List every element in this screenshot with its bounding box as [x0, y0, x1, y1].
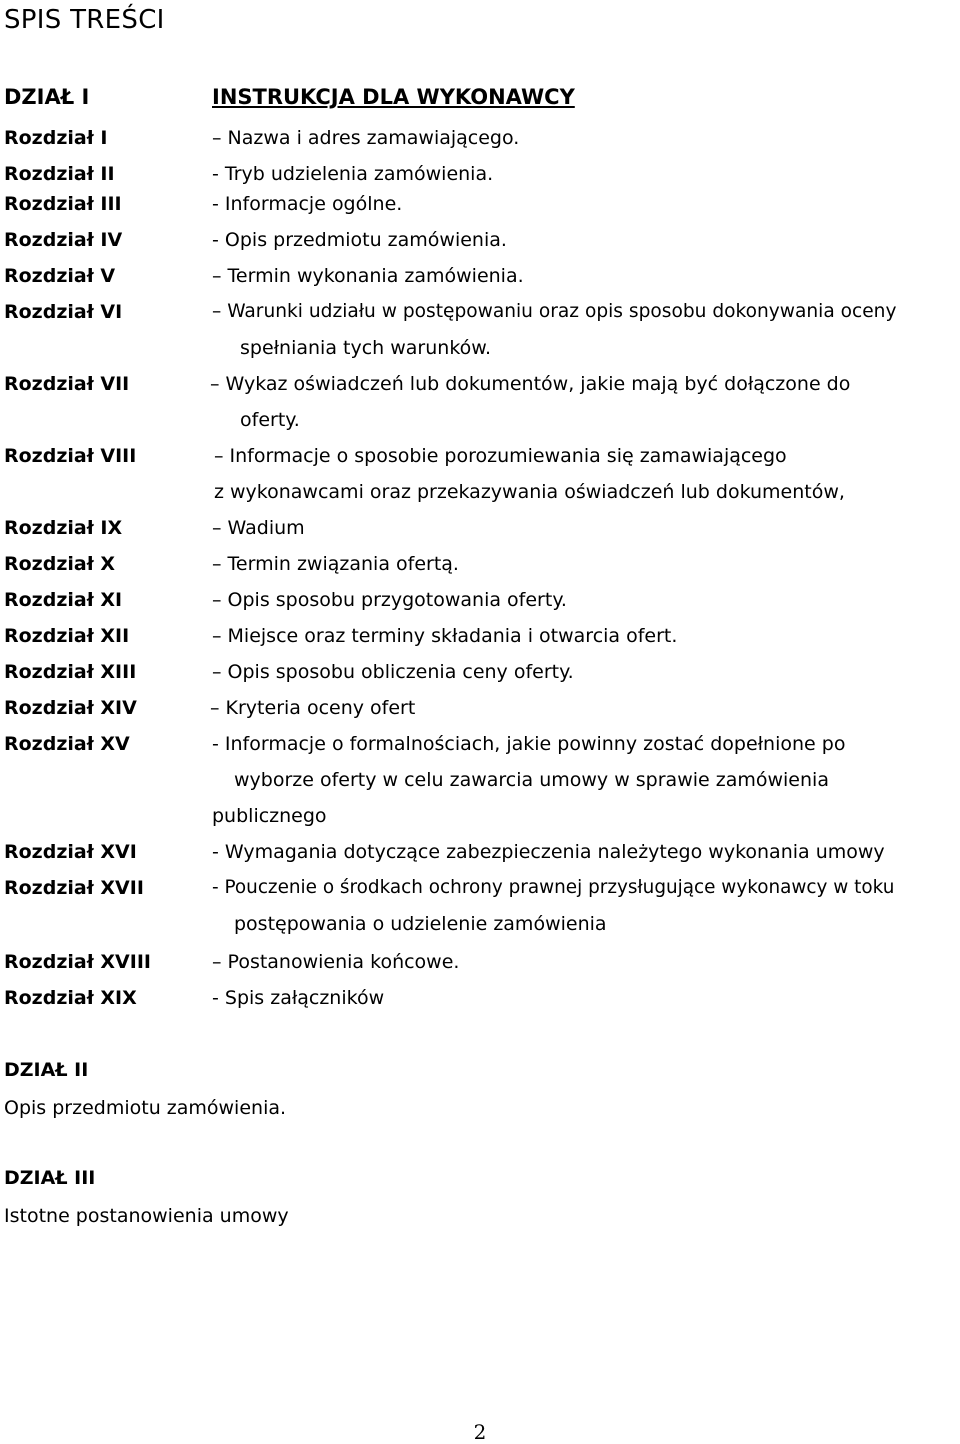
page-number: 2 [473, 1420, 487, 1444]
chapter-15-title-cont: wyborze oferty w celu zawarcia umowy w sprawie zamówienia [234, 769, 829, 791]
chapter-19-label: Rozdział XIX [4, 987, 137, 1009]
dzial-1-heading: INSTRUKCJA DLA WYKONAWCY [212, 85, 575, 109]
chapter-8-title: – Informacje o sposobie porozumiewania się zamawiającego [214, 445, 787, 467]
chapter-18-label: Rozdział XVIII [4, 951, 151, 973]
chapter-1-label: Rozdział I [4, 127, 108, 149]
chapter-5-label: Rozdział V [4, 265, 116, 287]
page-title: SPIS TREŚCI [4, 5, 165, 35]
dzial-3-label: DZIAŁ III [4, 1167, 96, 1189]
chapter-12-label: Rozdział XII [4, 625, 130, 647]
chapter-6-label: Rozdział VI [4, 301, 123, 323]
chapter-8-title-cont: z wykonawcami oraz przekazywania oświadczeń lub dokumentów, [214, 481, 845, 503]
chapter-6-title-cont: spełniania tych warunków. [240, 337, 492, 359]
chapter-13-label: Rozdział XIII [4, 661, 137, 683]
chapter-2-title: - Tryb udzielenia zamówienia. [212, 163, 494, 185]
chapter-7-title: – Wykaz oświadczeń lub dokumentów, jakie mają być dołączone do [210, 373, 851, 395]
chapter-15-title: - Informacje o formalnościach, jakie powinny zostać dopełnione po [212, 733, 846, 755]
chapter-19-title: - Spis załączników [212, 987, 385, 1009]
chapter-2-label: Rozdział II [4, 163, 115, 185]
chapter-9-title: – Wadium [212, 517, 305, 539]
chapter-8-label: Rozdział VIII [4, 445, 137, 467]
dzial-2-label: DZIAŁ II [4, 1059, 89, 1081]
chapter-4-title: - Opis przedmiotu zamówienia. [212, 229, 507, 251]
chapter-17-title: - Pouczenie o środkach ochrony prawnej przysługujące wykonawcy w toku [212, 877, 895, 898]
dzial-3-description: Istotne postanowienia umowy [4, 1205, 289, 1227]
chapter-17-title-cont: postępowania o udzielenie zamówienia [234, 913, 607, 935]
chapter-9-label: Rozdział IX [4, 517, 123, 539]
chapter-7-label: Rozdział VII [4, 373, 130, 395]
chapter-11-label: Rozdział XI [4, 589, 123, 611]
chapter-3-title: - Informacje ogólne. [212, 193, 403, 215]
chapter-6-title: – Warunki udziału w postępowaniu oraz opis sposobu dokonywania oceny [212, 301, 897, 322]
dzial-2-description: Opis przedmiotu zamówienia. [4, 1097, 287, 1119]
chapter-13-title: – Opis sposobu obliczenia ceny oferty. [212, 661, 574, 683]
chapter-10-title: – Termin związania ofertą. [212, 553, 459, 575]
chapter-5-title: – Termin wykonania zamówienia. [212, 265, 524, 287]
chapter-4-label: Rozdział IV [4, 229, 123, 251]
chapter-14-label: Rozdział XIV [4, 697, 137, 719]
chapter-16-title: - Wymagania dotyczące zabezpieczenia należytego wykonania umowy [212, 841, 885, 863]
chapter-18-title: – Postanowienia końcowe. [212, 951, 460, 973]
chapter-3-label: Rozdział III [4, 193, 122, 215]
chapter-10-label: Rozdział X [4, 553, 116, 575]
chapter-15-label: Rozdział XV [4, 733, 130, 755]
chapter-1-title: – Nazwa i adres zamawiającego. [212, 127, 520, 149]
chapter-15-title-cont-2: publicznego [212, 805, 327, 827]
chapter-17-label: Rozdział XVII [4, 877, 144, 899]
chapter-16-label: Rozdział XVI [4, 841, 137, 863]
chapter-11-title: – Opis sposobu przygotowania oferty. [212, 589, 567, 611]
chapter-14-title: – Kryteria oceny ofert [210, 697, 416, 719]
chapter-7-title-cont: oferty. [240, 409, 300, 431]
dzial-1-label: DZIAŁ I [4, 85, 90, 109]
chapter-12-title: – Miejsce oraz terminy składania i otwarcia ofert. [212, 625, 678, 647]
